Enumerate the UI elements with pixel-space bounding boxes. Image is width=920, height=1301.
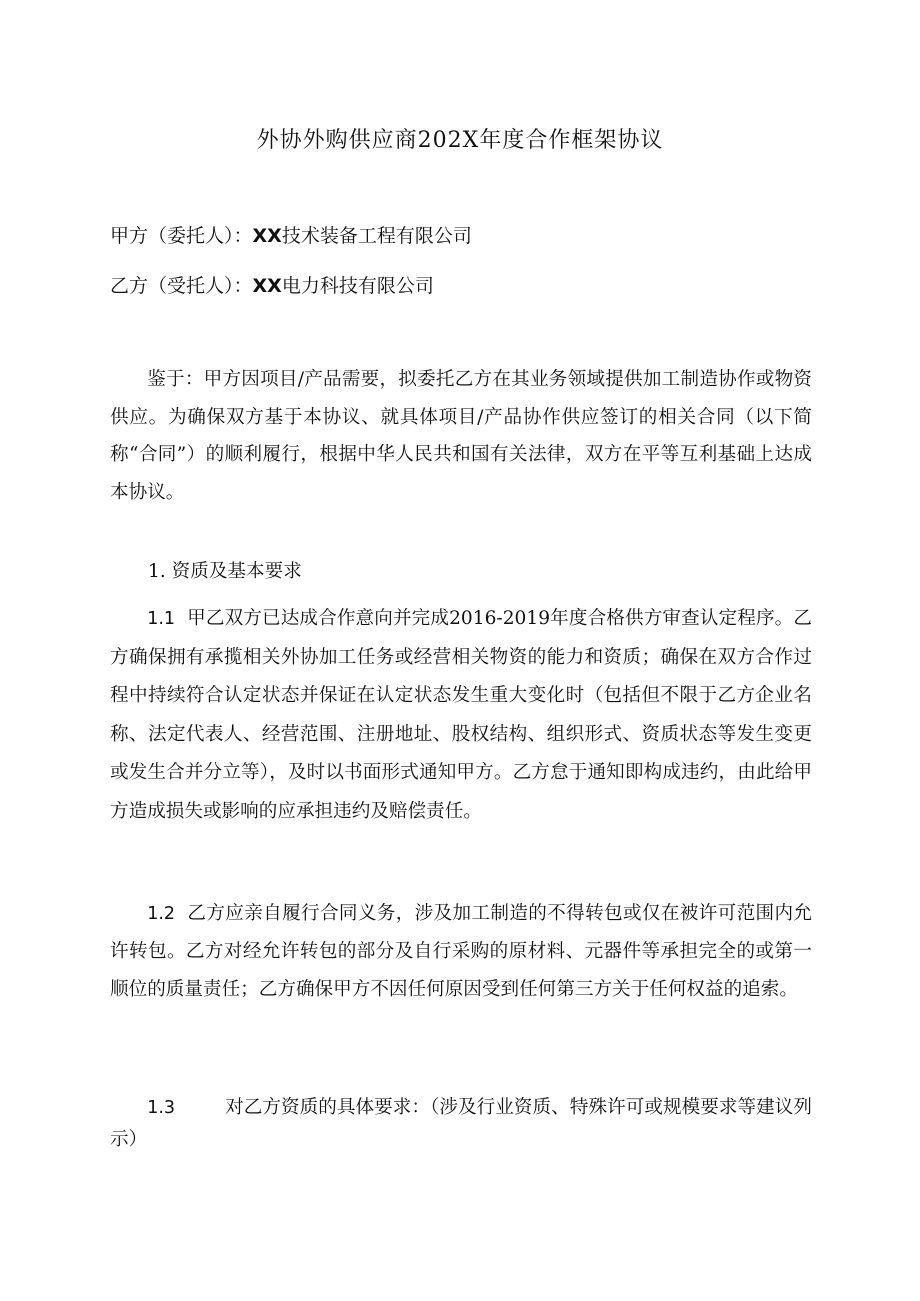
party-a-name-prefix: XX <box>252 225 282 247</box>
party-a-line <box>110 222 472 250</box>
document-title: 外协外购供应商202X年度合作框架协议 <box>256 128 664 153</box>
party-a-name: 技术装备工程有限公司 <box>281 225 472 247</box>
clause-1-1-text: 甲乙双方已达成合作意向并完成2016-2019年度合格供方审查认定程序。乙方确保拥有承揽相关外协加工任务或经营相关物资的能力和资质；确保在双方合作过程中持续符合认定状态并保证在认定状态发生重大变化时（包括但不限于乙方企业名称、法定代表人、经营范围、注册地址、股权结构、组织形式、资质状态等发生变更或发生合并分立等），及时以书面形式通知甲方。乙方怠于通知即构成违约，由此给甲方造成损失或影响的应承担违约及赔偿责任。 <box>110 608 812 822</box>
clause-1-1 <box>110 600 812 831</box>
party-b-name: 电力科技有限公司 <box>281 275 434 297</box>
clause-1-1-number: 1.1 <box>147 609 176 629</box>
party-a-label: 甲方（委托人）： <box>110 225 253 247</box>
party-b-name-prefix: XX <box>252 275 282 297</box>
section-1-heading: 1. 资质及基本要求 <box>148 561 302 582</box>
clause-1-2-text: 乙方应亲自履行合同义务，涉及加工制造的不得转包或仅在被许可范围内允许转包。乙方对经允许转包的部分及自行采购的原材料、元器件等承担完全的或第一顺位的质量责任；乙方确保甲方不因任何原因受到任何第三方关于任何权益的追索。 <box>110 903 812 1001</box>
party-b-label: 乙方（受托人）： <box>110 275 253 297</box>
intro-paragraph: 鉴于：甲方因项目/产品需要，拟委托乙方在其业务领域提供加工制造协作或物资供应。为确保双方基于本协议、就具体项目/产品协作供应签订的相关合同（以下简称“合同”）的顺利履行，根据中华人民共和国有关法律，双方在平等互利基础上达成本协议。 <box>110 369 812 503</box>
clause-1-3-number: 1.3 <box>147 1098 176 1118</box>
clause-1-3-text: 对乙方资质的具体要求：（涉及行业资质、特殊许可或规模要求等建议列示） <box>110 1097 812 1150</box>
clause-1-3 <box>110 1092 812 1156</box>
party-b-line <box>110 272 434 300</box>
clause-1-2-number: 1.2 <box>147 904 176 924</box>
clause-1-2 <box>110 895 812 1010</box>
